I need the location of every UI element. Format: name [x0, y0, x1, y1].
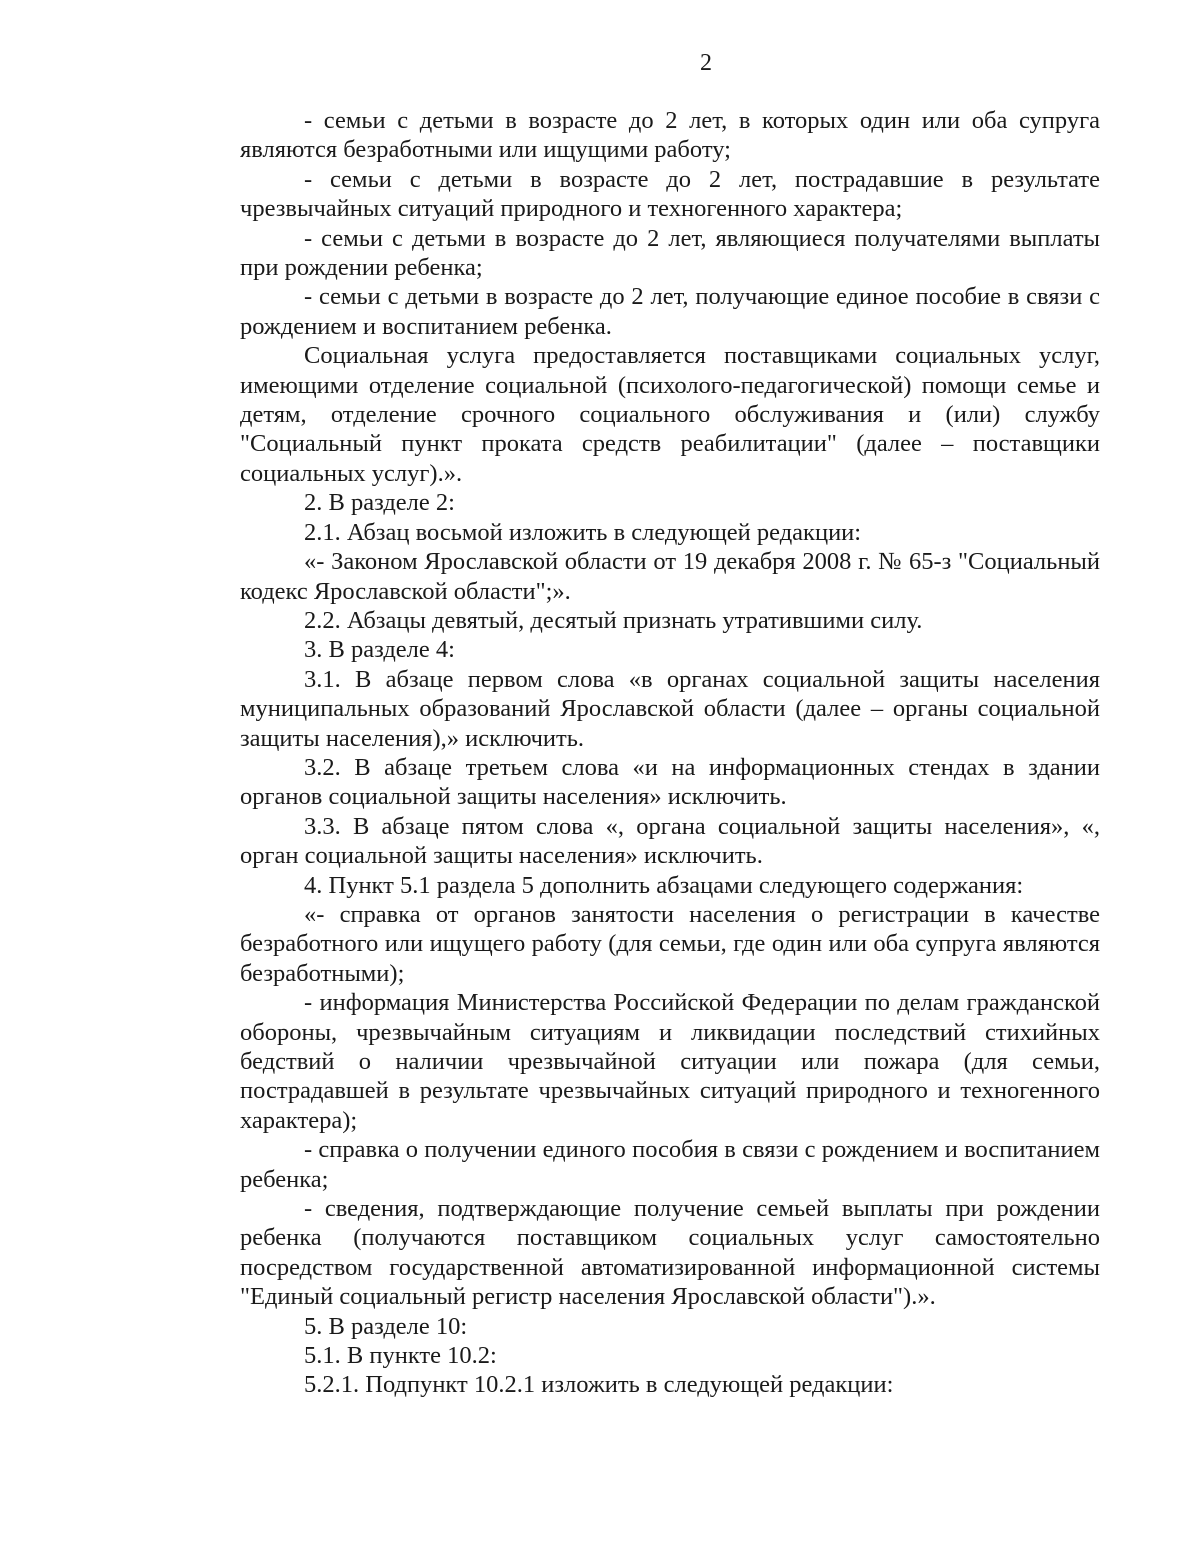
- paragraph: Социальная услуга предоставляется поставщиками социальных услуг, имеющими отделение социальной (психолого-педагогической) помощи семье и детям, отделение срочного социального обслуживания и (или) службу "Социальный пункт проката средств реабилитации" (далее – поставщики социальных услуг).».: [240, 342, 1100, 487]
- paragraph: - семьи с детьми в возрасте до 2 лет, пострадавшие в результате чрезвычайных ситуаций природного и техногенного характера;: [240, 165, 1100, 223]
- paragraph: 5.1. В пункте 10.2:: [304, 1342, 497, 1370]
- paragraph: - семьи с детьми в возрасте до 2 лет, являющиеся получателями выплаты при рождении ребенка;: [240, 224, 1100, 282]
- paragraph: 3.3. В абзаце пятом слова «, органа социальной защиты населения», «, орган социальной защиты населения» исключить.: [240, 812, 1100, 870]
- paragraph: 5.2.1. Подпункт 10.2.1 изложить в следующей редакции:: [304, 1371, 894, 1399]
- paragraph: 2. В разделе 2:: [304, 489, 455, 517]
- paragraph: 3.1. В абзаце первом слова «в органах социальной защиты населения муниципальных образований Ярославской области (далее – органы социальной защиты населения),» исключить.: [240, 665, 1100, 752]
- paragraph: - сведения, подтверждающие получение семьей выплаты при рождении ребенка (получаются поставщиком социальных услуг самостоятельно посредством государственной автоматизированной информационной системы "Единый социальный регистр населения Ярославской области").».: [240, 1195, 1100, 1311]
- paragraph: 3.2. В абзаце третьем слова «и на информационных стендах в здании органов социальной защиты населения» исключить.: [240, 753, 1100, 811]
- page-number: 2: [700, 50, 712, 76]
- paragraph: 5. В разделе 10:: [304, 1312, 468, 1340]
- paragraph: «- справка от органов занятости населения о регистрации в качестве безработного или ищущего работу (для семьи, где один или оба супруга являются безработными);: [240, 900, 1100, 987]
- paragraph: 2.2. Абзацы девятый, десятый признать утратившими силу.: [304, 606, 923, 634]
- paragraph: 3. В разделе 4:: [304, 636, 455, 664]
- paragraph: - справка о получении единого пособия в связи с рождением и воспитанием ребенка;: [240, 1136, 1100, 1193]
- paragraph: - информация Министерства Российской Федерации по делам гражданской обороны, чрезвычайным ситуациям и ликвидации последствий стихийных бедствий о наличии чрезвычайной ситуации или пожара (для семьи, пострадавшей в результате чрезвычайных ситуаций природного и техногенного характера);: [240, 989, 1100, 1134]
- paragraph: - семьи с детьми в возрасте до 2 лет, получающие единое пособие в связи с рождением и воспитанием ребенка.: [240, 283, 1100, 340]
- paragraph: «- Законом Ярославской области от 19 декабря 2008 г. № 65-з "Социальный кодекс Ярославской области";».: [240, 548, 1100, 605]
- document-body: [240, 106, 1100, 1400]
- paragraph: 2.1. Абзац восьмой изложить в следующей редакции:: [304, 518, 862, 546]
- paragraph: - семьи с детьми в возрасте до 2 лет, в которых один или оба супруга являются безработными или ищущими работу;: [240, 107, 1100, 164]
- paragraph: 4. Пункт 5.1 раздела 5 дополнить абзацами следующего содержания:: [304, 871, 1024, 899]
